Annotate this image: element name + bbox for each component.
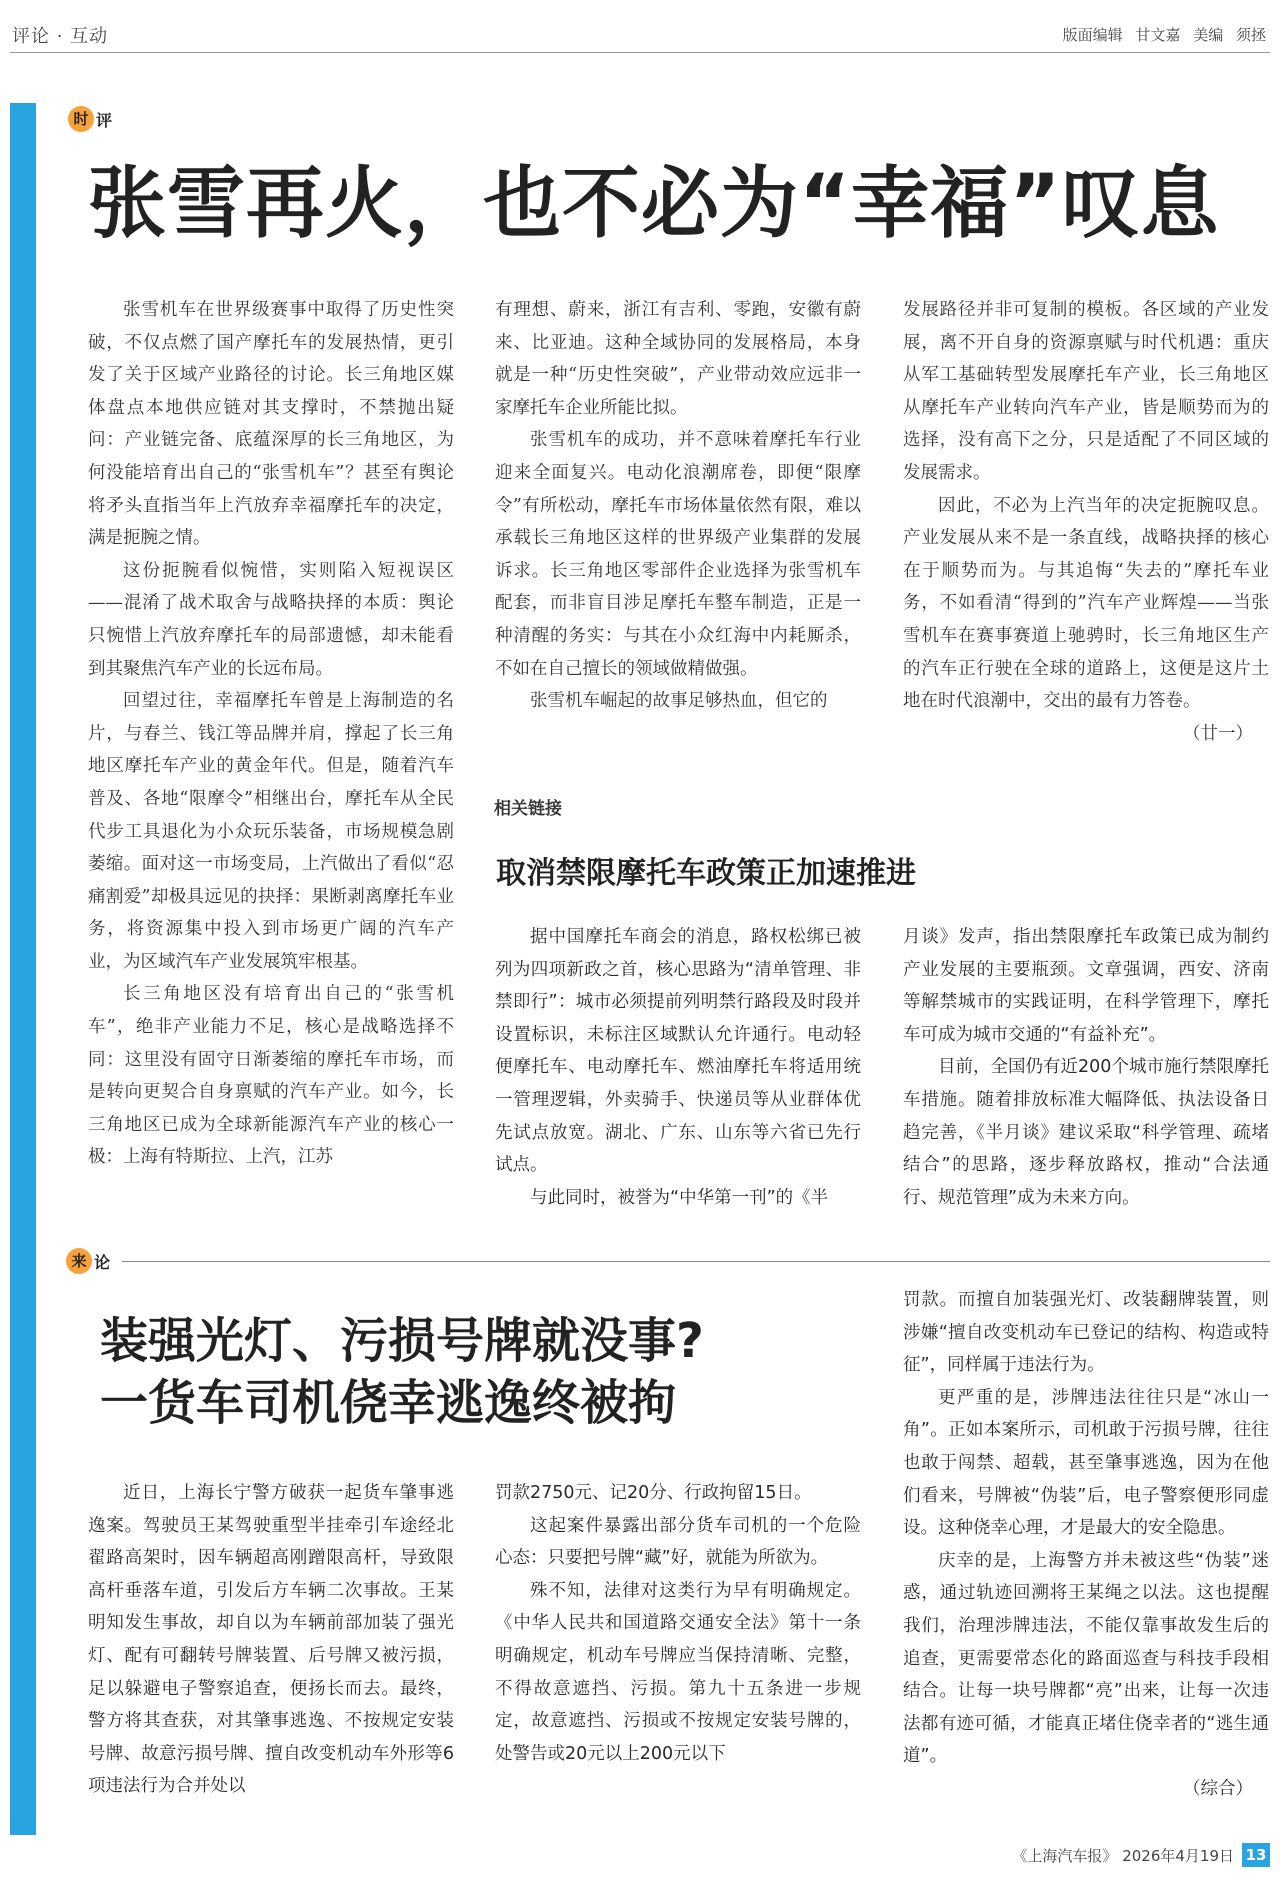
paragraph: 月谈》发声，指出禁限摩托车政策已成为制约产业发展的主要瓶颈。文章强调，西安、济南等解禁城市的实践证明，在科学管理下，摩托车可成为城市交通的“有益补充”。: [903, 927, 1269, 1045]
article2-column-3: [903, 1284, 1269, 1806]
paragraph: 发展路径并非可复制的模板。各区域的产业发展，离不开自身的资源禀赋与时代机遇：重庆从军工基础转型发展摩托车产业，长三角地区从摩托车产业转向汽车产业，皆是顺势而为的选择，没有高下之分，只是适配了不同区域的发展需求。: [903, 300, 1269, 483]
related-link-label: 相关链接: [494, 799, 562, 819]
paragraph: 殊不知，法律对这类行为早有明确规定。《中华人民共和国道路交通安全法》第十一条明确规定，机动车号牌应当保持清晰、完整，不得故意遮挡、污损。第九十五条进一步规定，故意遮挡、污损或不按规定安装号牌的，处警告或20元以上200元以下: [495, 1580, 861, 1764]
article2-column-2: [495, 1477, 861, 1770]
paragraph: 与此同时，被誉为“中华第一刊”的《半: [530, 1187, 829, 1208]
editor-credits: [1055, 24, 1266, 45]
tag-rest: 评: [96, 110, 113, 130]
paragraph: 回望过往，幸福摩托车曾是上海制造的名片，与春兰、钱江等品牌并肩，撑起了长三角地区摩托车产业的黄金年代。但是，随着汽车普及、各地“限摩令”相继出台，摩托车从全民代步工具退化为小众玩乐装备，市场规模急剧萎缩。面对这一市场变局，上汽做出了看似“忍痛割爱”却极具远见的抉择：果断剥离摩托车业务，将资源集中投入到市场更广阔的汽车产业，为区域汽车产业发展筑牢根基。: [88, 691, 454, 972]
headline-line-1: 装强光灯、污损号牌就没事?: [100, 1313, 704, 1369]
editor-name: 甘文嘉: [1135, 26, 1181, 44]
accent-bar: [10, 103, 36, 1835]
page-header: [10, 16, 1270, 53]
paragraph: 这份扼腕看似惋惜，实则陷入短视误区——混淆了战术取舍与战略抉择的本质：舆论只惋惜上汽放弃摩托车的局部遗憾，却未能看到其聚焦汽车产业的长远布局。: [88, 560, 454, 679]
paragraph: 张雪机车的成功，并不意味着摩托车行业迎来全面复兴。电动化浪潮席卷，即便“限摩令”有所松动，摩托车市场体量依然有限，难以承载长三角地区这样的世界级产业集群的发展诉求。长三角地区零部件企业选择为张雪机车配套，而非盲目涉足摩托车整车制造，正是一种清醒的务实：与其在小众红海中内耗厮杀，不如在自己擅长的领域做精做强。: [495, 430, 861, 679]
tag-badge: 来: [66, 1248, 92, 1274]
page-number: 13: [1242, 1843, 1270, 1867]
paragraph: 有理想、蔚来，浙江有吉利、零跑，安徽有蔚来、比亚迪。这种全域协同的发展格局，本身就是一种“历史性突破”，产业带动效应远非一家摩托车企业所能比拟。: [495, 300, 861, 418]
article2-column-1: [88, 1477, 454, 1803]
page-footer: [1012, 1843, 1270, 1867]
paragraph: 这起案件暴露出部分货车司机的一个危险心态：只要把号牌“藏”好，就能为所欲为。: [495, 1515, 861, 1569]
column-tag-contribution: [66, 1248, 110, 1274]
article1-column-1: [88, 294, 454, 1174]
section-divider: [122, 1261, 1270, 1262]
publication-source: 《上海汽车报》 2026年4月19日: [1012, 1846, 1234, 1865]
paragraph: 罚款。而擅自加装强光灯、改装翻牌装置，则涉嫌“擅自改变机动车已登记的结构、构造或特征”，同样属于违法行为。: [903, 1290, 1269, 1376]
byline: （综合）: [1183, 1778, 1253, 1799]
article1-column-2: [495, 294, 861, 718]
article1-headline: 张雪再火，也不必为“幸福”叹息: [88, 159, 1220, 249]
art-editor-name: 须拯: [1235, 26, 1266, 44]
section-name: 评论 · 互动: [12, 26, 109, 47]
related-column-1: [495, 921, 861, 1214]
paragraph: 更严重的是，涉牌违法往往只是“冰山一角”。正如本案所示，司机敢于污损号牌，往往也敢于闯禁、超载，甚至肇事逃逸，因为在他们看来，号牌被“伪装”后，电子警察便形同虚设。这种侥幸心理，才是最大的安全隐患。: [903, 1387, 1269, 1539]
headline-line-2: 一货车司机侥幸逃逸终被拘: [100, 1375, 677, 1431]
editor-label: 版面编辑: [1062, 26, 1123, 44]
article1-column-3: [903, 294, 1269, 750]
art-editor-label: 美编: [1193, 26, 1224, 44]
paragraph: 庆幸的是，上海警方并未被这些“伪装”迷惑，通过轨迹回溯将王某绳之以法。这也提醒我们，治理涉牌违法，不能仅靠事故发生后的追查，更需要常态化的路面巡查与科技手段相结合。让每一块号牌都“亮”出来，让每一次违法都有迹可循，才能真正堵住侥幸者的“逃生通道”。: [903, 1550, 1269, 1767]
paragraph: 目前，全国仍有近200个城市施行禁限摩托车措施。随着排放标准大幅降低、执法设备日趋完善，《半月谈》建议采取“科学管理、疏堵结合”的思路，逐步释放路权，推动“合法通行、规范管理”成为未来方向。: [903, 1057, 1269, 1208]
article2-headline: [100, 1310, 860, 1434]
paragraph: 据中国摩托车商会的消息，路权松绑已被列为四项新政之首，核心思路为“清单管理、非禁即行”：城市必须提前列明禁行路段及时段并设置标识，未标注区域默认允许通行。电动轻便摩托车、电动摩托车、燃油摩托车将适用统一管理逻辑，外卖骑手、快递员等从业群体优先试点放宽。湖北、广东、山东等六省已先行试点。: [495, 927, 861, 1176]
related-column-2: [903, 921, 1269, 1214]
paragraph: 罚款2750元、记20分、行政拘留15日。: [495, 1483, 812, 1503]
paragraph: 张雪机车崛起的故事足够热血，但它的: [530, 691, 828, 712]
paragraph: 近日，上海长宁警方破获一起货车肇事逃逸案。驾驶员王某驾驶重型半挂牵引车途经北翟路高架时，因车辆超高刚蹭限高杆，导致限高杆垂落车道，引发后方车辆二次事故。王某明知发生事故，却自以为车辆前部加装了强光灯、配有可翻转号牌装置、后号牌又被污损，足以躲避电子警察追查，便扬长而去。最终，警方将其查获，对其肇事逃逸、不按规定安装号牌、故意污损号牌、擅自改变机动车外形等6项违法行为合并处以: [88, 1483, 454, 1797]
paragraph: 长三角地区没有培育出自己的“张雪机车”，绝非产业能力不足，核心是战略选择不同：这里没有固守日渐萎缩的摩托车市场，而是转向更契合自身禀赋的汽车产业。如今，长三角地区已成为全球新能源汽车产业的核心一极：上海有特斯拉、上汽，江苏: [88, 984, 454, 1168]
byline: （廿一）: [1183, 723, 1253, 744]
paragraph: 张雪机车在世界级赛事中取得了历史性突破，不仅点燃了国产摩托车的发展热情，更引发了关于区域产业路径的讨论。长三角地区媒体盘点本地供应链对其支撑时，不禁抛出疑问：产业链完备、底蕴深厚的长三角地区，为何没能培育出自己的“张雪机车”？甚至有舆论将矛头直指当年上汽放弃幸福摩托车的决定，满是扼腕之情。: [88, 300, 454, 549]
tag-badge: 时: [68, 106, 94, 132]
column-tag-commentary: [68, 106, 112, 132]
paragraph: 因此，不必为上汽当年的决定扼腕叹息。产业发展从来不是一条直线，战略抉择的核心在于顺势而为。与其追悔“失去的”摩托车业务，不如看清“得到的”汽车产业辉煌——当张雪机车在赛事赛道上驰骋时，长三角地区生产的汽车正行驶在全球的道路上，这便是这片土地在时代浪潮中，交出的最有力答卷。: [903, 495, 1269, 712]
tag-rest: 论: [94, 1252, 111, 1272]
related-link-title: 取消禁限摩托车政策正加速推进: [496, 856, 916, 891]
